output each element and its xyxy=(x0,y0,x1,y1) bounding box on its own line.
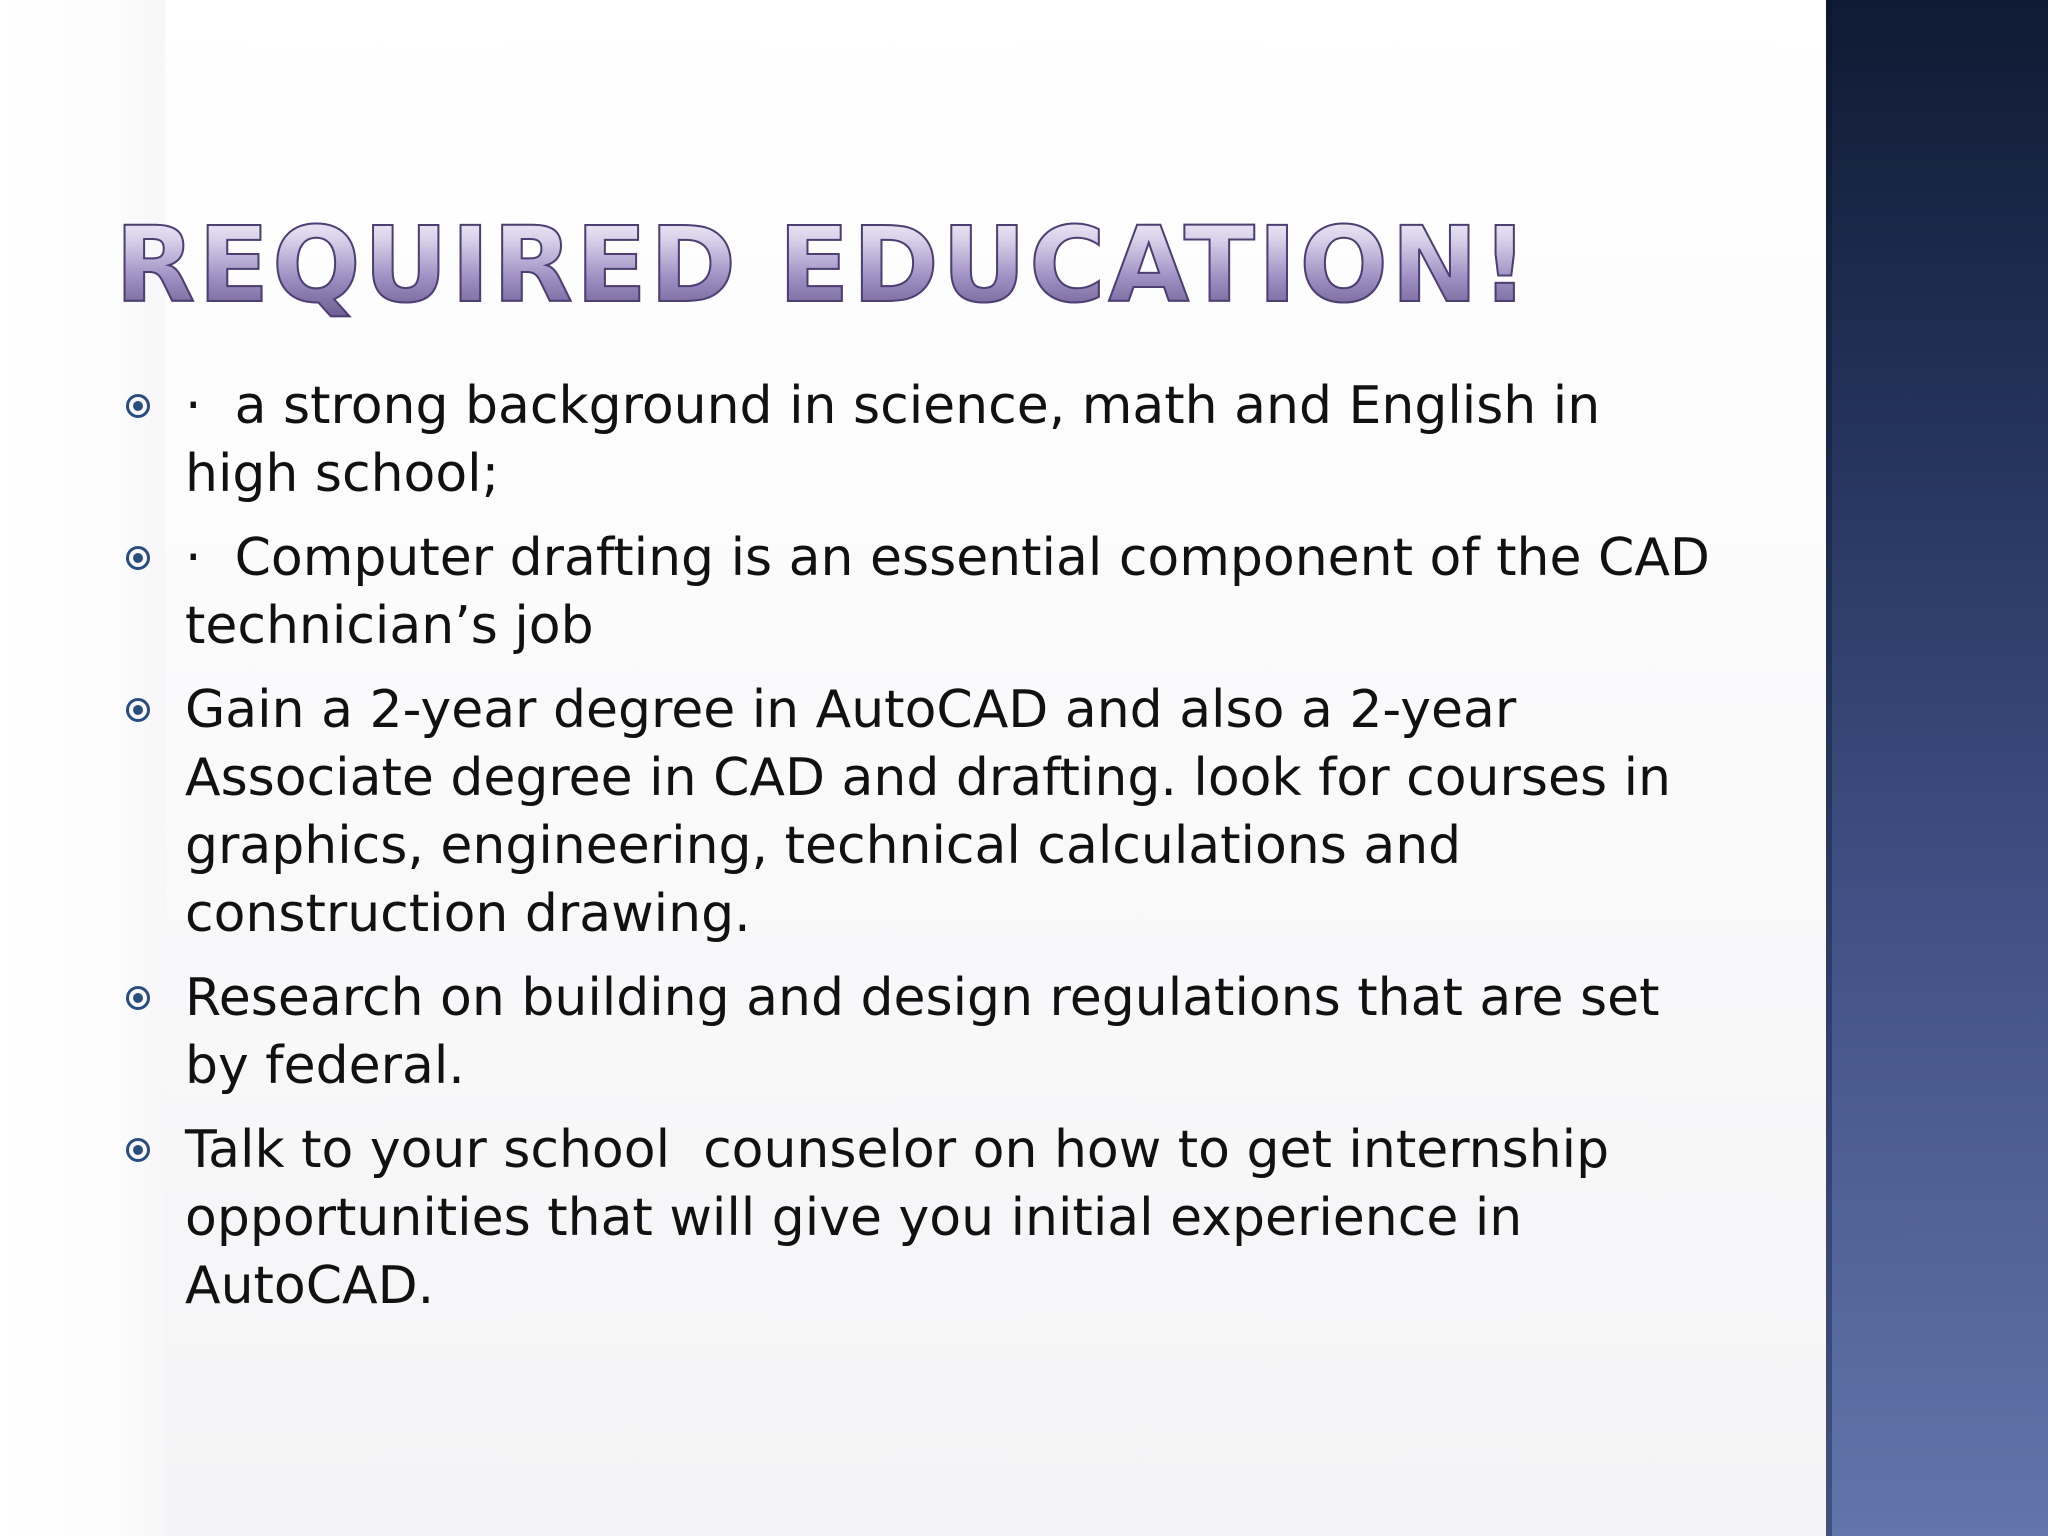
bullet-item xyxy=(120,676,1710,948)
bullet-text: Gain a 2-year degree in AutoCAD and also a 2-year Associate degree in CAD and drafting. look for courses in graphics, engineering, technical calculations and construction drawing. xyxy=(185,680,1688,944)
bullet-item xyxy=(120,964,1710,1100)
circled-dot-icon xyxy=(126,986,150,1010)
bullet-text: Research on building and design regulations that are set by federal. xyxy=(185,968,1677,1096)
bullet-text: · a strong background in science, math and English in high school; xyxy=(185,376,1617,504)
side-decorative-panel xyxy=(1826,0,2048,1536)
bullet-item xyxy=(120,372,1710,508)
slide-title: REQUIRED EDUCATION! xyxy=(115,200,1715,330)
bullet-item xyxy=(120,524,1727,660)
bullet-list xyxy=(120,372,1727,1336)
circled-dot-icon xyxy=(126,546,150,570)
bullet-text: Talk to your school counselor on how to get internship opportunities that will give you initial experience in AutoCAD. xyxy=(185,1120,1626,1316)
circled-dot-icon xyxy=(126,1138,150,1162)
bullet-text: · Computer drafting is an essential component of the CAD technician’s job xyxy=(185,528,1727,656)
circled-dot-icon xyxy=(126,698,150,722)
bullet-item xyxy=(120,1116,1710,1320)
circled-dot-icon xyxy=(126,394,150,418)
side-panel-edge xyxy=(1826,0,1832,1536)
